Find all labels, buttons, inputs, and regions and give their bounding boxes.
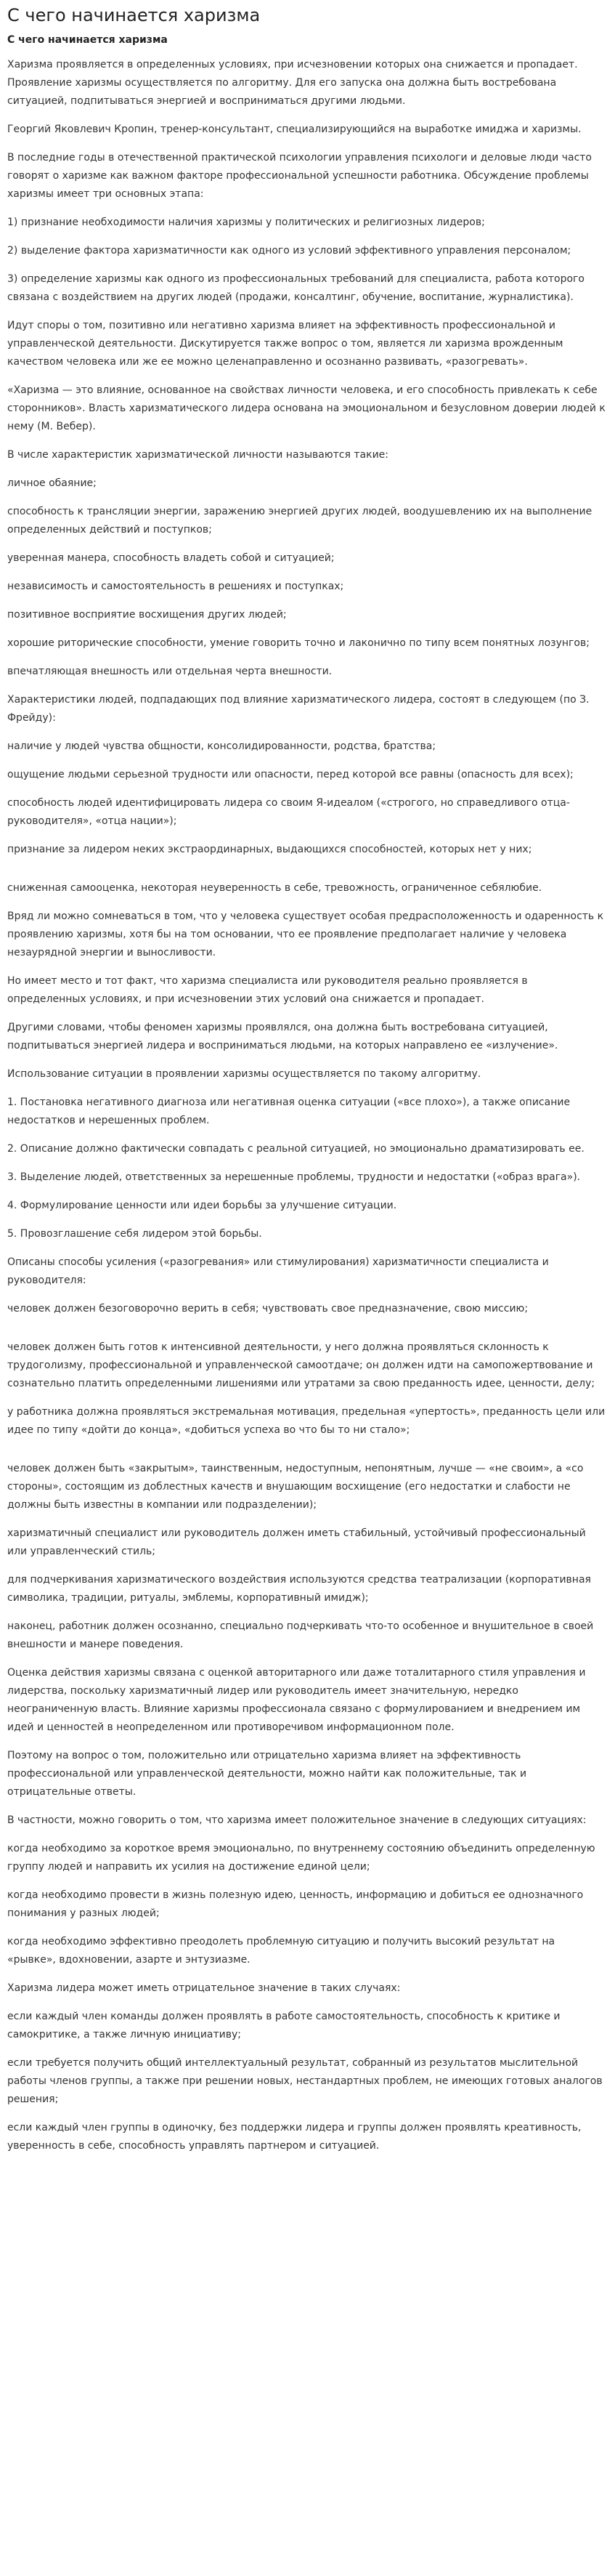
article-paragraph: Поэтому на вопрос о том, положительно или отрицательно харизма влияет на эффективность профессиональной или управленческой деятельности, можно найти как положительные, так и отрицательные ответы.	[7, 1750, 527, 1798]
list-item: когда необходимо провести в жизнь полезную идею, ценность, информацию и добиться ее однозначного понимания у разных людей;	[7, 1889, 584, 1919]
article-paragraph: Другими словами, чтобы феномен харизмы проявлялся, она должна быть востребована ситуацией, подпитываться энергией лидера и восприниматься людьми, на которых направлено ее «излучение».	[7, 1022, 558, 1051]
list-item: способность к трансляции энергии, заражению энергией других людей, воодушевлению их на выполнение определенных действий и поступков;	[7, 506, 592, 536]
list-item: харизматичный специалист или руководитель должен иметь стабильный, устойчивый профессиональный или управленческий стиль;	[7, 1527, 586, 1557]
list-item: независимость и самостоятельность в решениях и поступках;	[7, 581, 344, 592]
article-paragraph: Оценка действия харизмы связана с оценкой авторитарного или даже тоталитарного стиля управления и лидерства, поскольку харизматичный лидер или руководитель имеет значительную, нередко неограниченную власть. Влияние харизмы профессионала связано с формулированием и внедрением им идей и ценностей в неопределенном или противоречивом информационном поле.	[7, 1667, 586, 1733]
list-item: сниженная самооценка, некоторая неуверенность в себе, тревожность, ограниченное себялюбие.	[7, 882, 542, 894]
list-item: человек должен быть «закрытым», таинственным, недоступным, непонятным, лучше — «не своим», а «со стороны», состоящим из доблестных качеств и внушающим восхищение (его недостатки и слабости не должны быть известны в компании или подразделении);	[7, 1463, 584, 1511]
list-item: наличие у людей чувства общности, консолидированности, родства, братства;	[7, 740, 436, 752]
article-paragraph: Использование ситуации в проявлении харизмы осуществляется по такому алгоритму.	[7, 1068, 481, 1080]
article-paragraph: Но имеет место и тот факт, что харизма специалиста или руководителя реально проявляется в определенных условиях, и при исчезновении этих условий она снижается и пропадает.	[7, 975, 528, 1005]
article-paragraph: Харизма проявляется в определенных условиях, при исчезновении которых она снижается и пропадает. Проявление харизмы осуществляется по алгоритму. Для его запуска она должна быть востребована ситуацией, подпитываться энергией и восприниматься другими людьми.	[7, 59, 578, 107]
page-title: С чего начинается харизма	[7, 5, 261, 25]
list-item: человек должен быть готов к интенсивной деятельности, у него должна проявляться склонность к трудоголизму, профессиональной и управленческой самоотдаче; он должен идти на самопожертвование и сознательно платить определенными лишениями или утратами за свою преданность идее, ценности, делу;	[7, 1341, 595, 1389]
list-item: способность людей идентифицировать лидера со своим Я-идеалом («строгого, но справедливого отца-руководителя», «отца нации»);	[7, 797, 570, 827]
list-item: 4. Формулирование ценности или идеи борьбы за улучшение ситуации.	[7, 1200, 397, 1211]
list-item: если требуется получить общий интеллектуальный результат, собранный из результатов мыслительной работы членов группы, а также при решении новых, нестандартных проблем, не имеющих готовых аналогов решения;	[7, 2057, 603, 2105]
list-item: у работника должна проявляться экстремальная мотивация, предельная «упертость», преданность цели или идее по типу «дойти до конца», «добиться успеха во что бы то ни стало»;	[7, 1406, 606, 1436]
list-item: если каждый член команды должен проявлять в работе самостоятельность, способность к критике и самокритике, а также личную инициативу;	[7, 2011, 561, 2040]
list-item: наконец, работник должен осознанно, специально подчеркивать что-то особенное и внушительное в своей внешности и манере поведения.	[7, 1620, 594, 1650]
article-subtitle: С чего начинается харизма	[7, 34, 168, 46]
article-paragraph: Описаны способы усиления («разогревания» или стимулирования) харизматичности специалиста и руководителя:	[7, 1256, 549, 1286]
article-paragraph: В частности, можно говорить о том, что харизма имеет положительное значение в следующих ситуациях:	[7, 1814, 587, 1826]
article-paragraph: Харизма лидера может иметь отрицательное значение в таких случаях:	[7, 1982, 401, 1994]
list-item: хорошие риторические способности, умение говорить точно и лаконично по типу всем понятных лозунгов;	[7, 637, 590, 649]
article-paragraph: Вряд ли можно сомневаться в том, что у человека существует особая предрасположенность и одаренность к проявлению харизмы, хотя бы на том основании, что ее проявление предполагает наличие у человека незаурядной энергии и выносливости.	[7, 911, 604, 958]
article-paragraph: 3) определение харизмы как одного из профессиональных требований для специалиста, работа которого связана с воздействием на других людей (продажи, консалтинг, обучение, воспитание, журналистика).	[7, 273, 585, 303]
article-paragraph: В числе характеристик харизматической личности называются такие:	[7, 449, 388, 461]
article-paragraph: 2) выделение фактора харизматичности как одного из условий эффективного управления персоналом;	[7, 245, 571, 257]
article-paragraph: 1) признание необходимости наличия харизмы у политических и религиозных лидеров;	[7, 217, 485, 228]
list-item: уверенная манера, способность владеть собой и ситуацией;	[7, 552, 335, 564]
article-paragraph: «Харизма — это влияние, основанное на свойствах личности человека, и его способность привлекать к себе сторонников». Власть харизматического лидера основана на эмоциональном и безусловном доверии людей к нему (М. Вебер).	[7, 384, 606, 432]
article-paragraph: В последние годы в отечественной практической психологии управления психологи и деловые люди часто говорят о харизме как важном факторе профессиональной успешности работника. Обсуждение проблемы харизмы имеет три основных этапа:	[7, 152, 592, 200]
list-item: ощущение людьми серьезной трудности или опасности, перед которой все равны (опасность для всех);	[7, 769, 574, 780]
list-item: 1. Постановка негативного диагноза или негативная оценка ситуации («все плохо»), а также описание недостатков и нерешенных проблем.	[7, 1097, 571, 1126]
list-item: позитивное восприятие восхищения других людей;	[7, 609, 287, 621]
list-item: для подчеркивания харизматического воздействия используются средства театрализации (корпоративная символика, традиции, ритуалы, эмблемы, корпоративный имидж);	[7, 1574, 591, 1604]
list-item: впечатляющая внешность или отдельная черта внешности.	[7, 666, 333, 677]
list-item: если каждый член группы в одиночку, без поддержки лидера и группы должен проявлять креативность, уверенность в себе, способность управлять партнером и ситуацией.	[7, 2122, 582, 2152]
article-paragraph: Идут споры о том, позитивно или негативно харизма влияет на эффективность профессиональной и управленческой деятельности. Дискутируется также вопрос о том, является ли харизма врожденным качеством человека или же ее можно целенаправленно и осознанно развивать, «разогревать».	[7, 320, 563, 368]
list-item: человек должен безоговорочно верить в себя; чувствовать свое предназначение, свою миссию;	[7, 1303, 529, 1315]
article-body	[7, 56, 606, 2155]
article-paragraph: Характеристики людей, подпадающих под влияние харизматического лидера, состоят в следующем (по З. Фрейду):	[7, 694, 590, 724]
list-item: когда необходимо за короткое время эмоционально, по внутреннему состоянию объединить определенную группу людей и направить их усилия на достижение единой цели;	[7, 1843, 595, 1873]
list-item: 2. Описание должно фактически совпадать с реальной ситуацией, но эмоционально драматизировать ее.	[7, 1143, 585, 1155]
list-item: признание за лидером неких экстраординарных, выдающихся способностей, которых нет у них;	[7, 844, 532, 855]
list-item: когда необходимо эффективно преодолеть проблемную ситуацию и получить высокий результат на «рывке», вдохновении, азарте и энтузиазме.	[7, 1936, 555, 1966]
list-item: личное обаяние;	[7, 477, 97, 489]
article-paragraph: Георгий Яковлевич Кропин, тренер-консультант, специализирующийся на выработке имиджа и харизмы.	[7, 124, 582, 135]
list-item: 3. Выделение людей, ответственных за нерешенные проблемы, трудности и недостатки («образ врага»).	[7, 1171, 581, 1183]
list-item: 5. Провозглашение себя лидером этой борьбы.	[7, 1228, 262, 1240]
